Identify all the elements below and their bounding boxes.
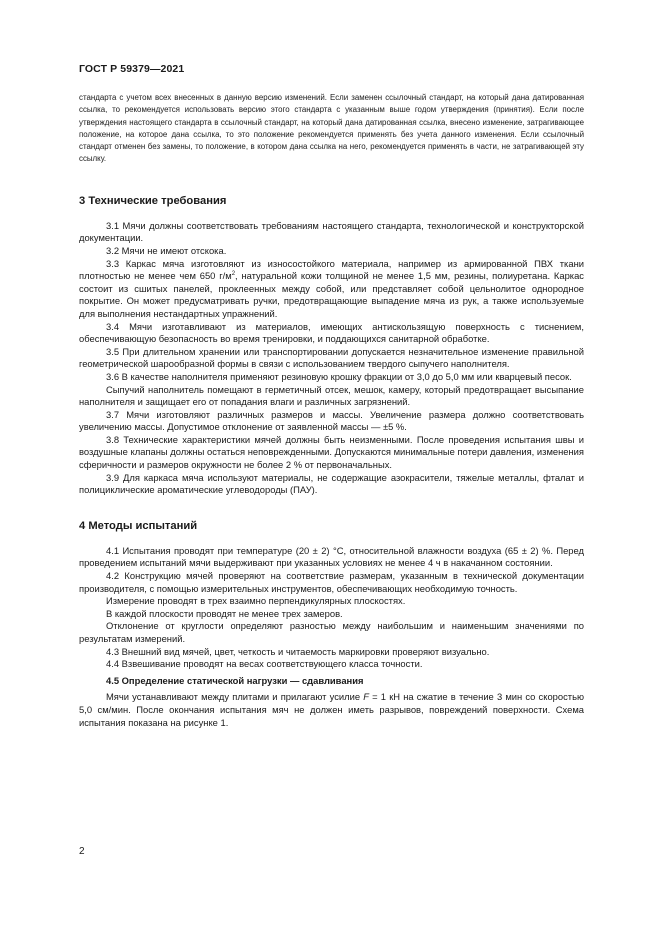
paragraph-3-2: 3.2 Мячи не имеют отскока. [106, 244, 227, 256]
paragraph-3-6: 3.6 В качестве наполнителя применяют резиновую крошку фракции от 3,0 до 5,0 мм или кварцевый песок. [106, 370, 572, 382]
paragraph-3-8: 3.8 Технические характеристики мячей должны быть неизменными. После проведения испытания швы и воздушные клапаны должны остаться неповрежденными. Допускаются минимальные потери давления, изменения сферичности и размеров окружности не более 2 % от первоначальных. [79, 433, 584, 471]
superscript: 2 [231, 271, 236, 278]
paragraph-4-2: 4.2 Конструкцию мячей проверяют на соответствие размерам, указанным в технической документации производителя, с помощью измерительных инструментов, обеспечивающих необходимую точность. [79, 570, 584, 594]
paragraph-4-2-measurement: Измерение проводят в трех взаимно перпендикулярных плоскостях. [106, 595, 406, 607]
section-4 [79, 519, 584, 729]
paragraph-4-2-roundness: Отклонение от круглости определяют разностью между наибольшим и наименьшим значениями по результатам измерений. [79, 620, 584, 644]
subsection-4-5-title: 4.5 Определение статической нагрузки — сдавливания [106, 674, 364, 686]
section-3-title: 3 Технические требования [79, 194, 227, 207]
paragraph-3-6-continued: Сыпучий наполнитель помещают в герметичный отсек, мешок, камеру, который предотвращает высыпание наполнителя и защищает его от попадания влаги и различных загрязнений. [79, 383, 584, 408]
paragraph-4-4: 4.4 Взвешивание проводят на весах соответствующего класса точности. [106, 658, 423, 670]
paragraph-3-3 [79, 258, 584, 321]
force-symbol: F [363, 691, 369, 703]
intro-paragraph: стандарта с учетом всех внесенных в данную версию изменений. Если заменен ссылочный стандарт, на который дана датированная ссылка, то рекомендуется использовать версию этого стандарта с указанным выше годом утверждения (принятия). Если после утверждения настоящего стандарта в ссылочный стандарт, на который дана датированная ссылка, внесено изменение, затрагивающее положение, на которое дана ссылка, то это положение рекомендуется применять без учета данного изменения. Если ссылочный стандарт отменен без замены, то положение, в котором дана ссылка на него, рекомендуется применять в части, не затрагивающей эту ссылку. [79, 93, 584, 164]
paragraph-3-1: 3.1 Мячи должны соответствовать требованиям настоящего стандарта, технологической и конструкторской документации. [79, 219, 584, 244]
section-3-body [79, 220, 584, 497]
document-header: ГОСТ Р 59379—2021 [79, 63, 185, 75]
paragraph-4-5 [79, 691, 584, 729]
page-number: 2 [79, 846, 85, 857]
paragraph-4-3: 4.3 Внешний вид мячей, цвет, четкость и читаемость маркировки проверяют визуально. [106, 645, 490, 657]
intro-continuation [79, 92, 584, 166]
paragraph-4-5-part-b: = 1 кН на сжатие в течение 3 мин со скоростью 5,0 см/мин. После окончания испытания мяч не должен иметь разрывов, повреждений поверхности. Схема испытания показана на рисунке 1. [79, 691, 584, 728]
section-3 [79, 194, 584, 497]
paragraph-3-4: 3.4 Мячи изготавливают из материалов, имеющих антискользящую поверхность с тиснением, обеспечивающую безопасность во время тренировки, и поддающихся санитарной обработке. [79, 320, 584, 345]
page-content [79, 92, 584, 729]
paragraph-4-2-count: В каждой плоскости проводят не менее трех замеров. [106, 607, 343, 619]
paragraph-3-5: 3.5 При длительном хранении или транспортировании допускается незначительное изменение правильной геометрической шарообразной формы в связи с использованием твердого сыпучего наполнителя. [79, 345, 584, 370]
section-4-body [79, 545, 584, 729]
paragraph-4-5-part-a: Мячи устанавливают между плитами и прилагают усилие [106, 691, 364, 703]
section-4-title: 4 Методы испытаний [79, 519, 198, 532]
paragraph-3-9: 3.9 Для каркаса мяча используют материалы, не содержащие азокрасители, тяжелые металлы, фталат и полициклические ароматические углеводороды (ПАУ). [79, 471, 584, 496]
paragraph-3-3-part-a: 3.3 Каркас мяча изготовляют из износостойкого материала, например из армированной ПВХ ткани плотностью не менее чем 650 г/м [79, 257, 584, 282]
paragraph-3-3-part-b: , натуральной кожи толщиной не менее 1,5 мм, резины, полиуретана. Каркас состоит из сшитых панелей, проклеенных между собой, или представляет собой цельнолитое однородное покрытие. Он может предусматривать ручки, предотвращающие выпадение мяча из рук, а также используемые для выполнения нестандартных упражнений. [79, 270, 584, 319]
paragraph-3-7: 3.7 Мячи изготовляют различных размеров и массы. Увеличение размера должно соответствовать увеличению массы. Допустимое отклонение от заявленной массы — ±5 %. [79, 408, 584, 433]
paragraph-4-1: 4.1 Испытания проводят при температуре (20 ± 2) °С, относительной влажности воздуха (65 ± 2) %. Перед проведением испытаний мячи выдерживают при указанных условиях не менее 4 ч в накачанном состоянии. [79, 544, 584, 569]
